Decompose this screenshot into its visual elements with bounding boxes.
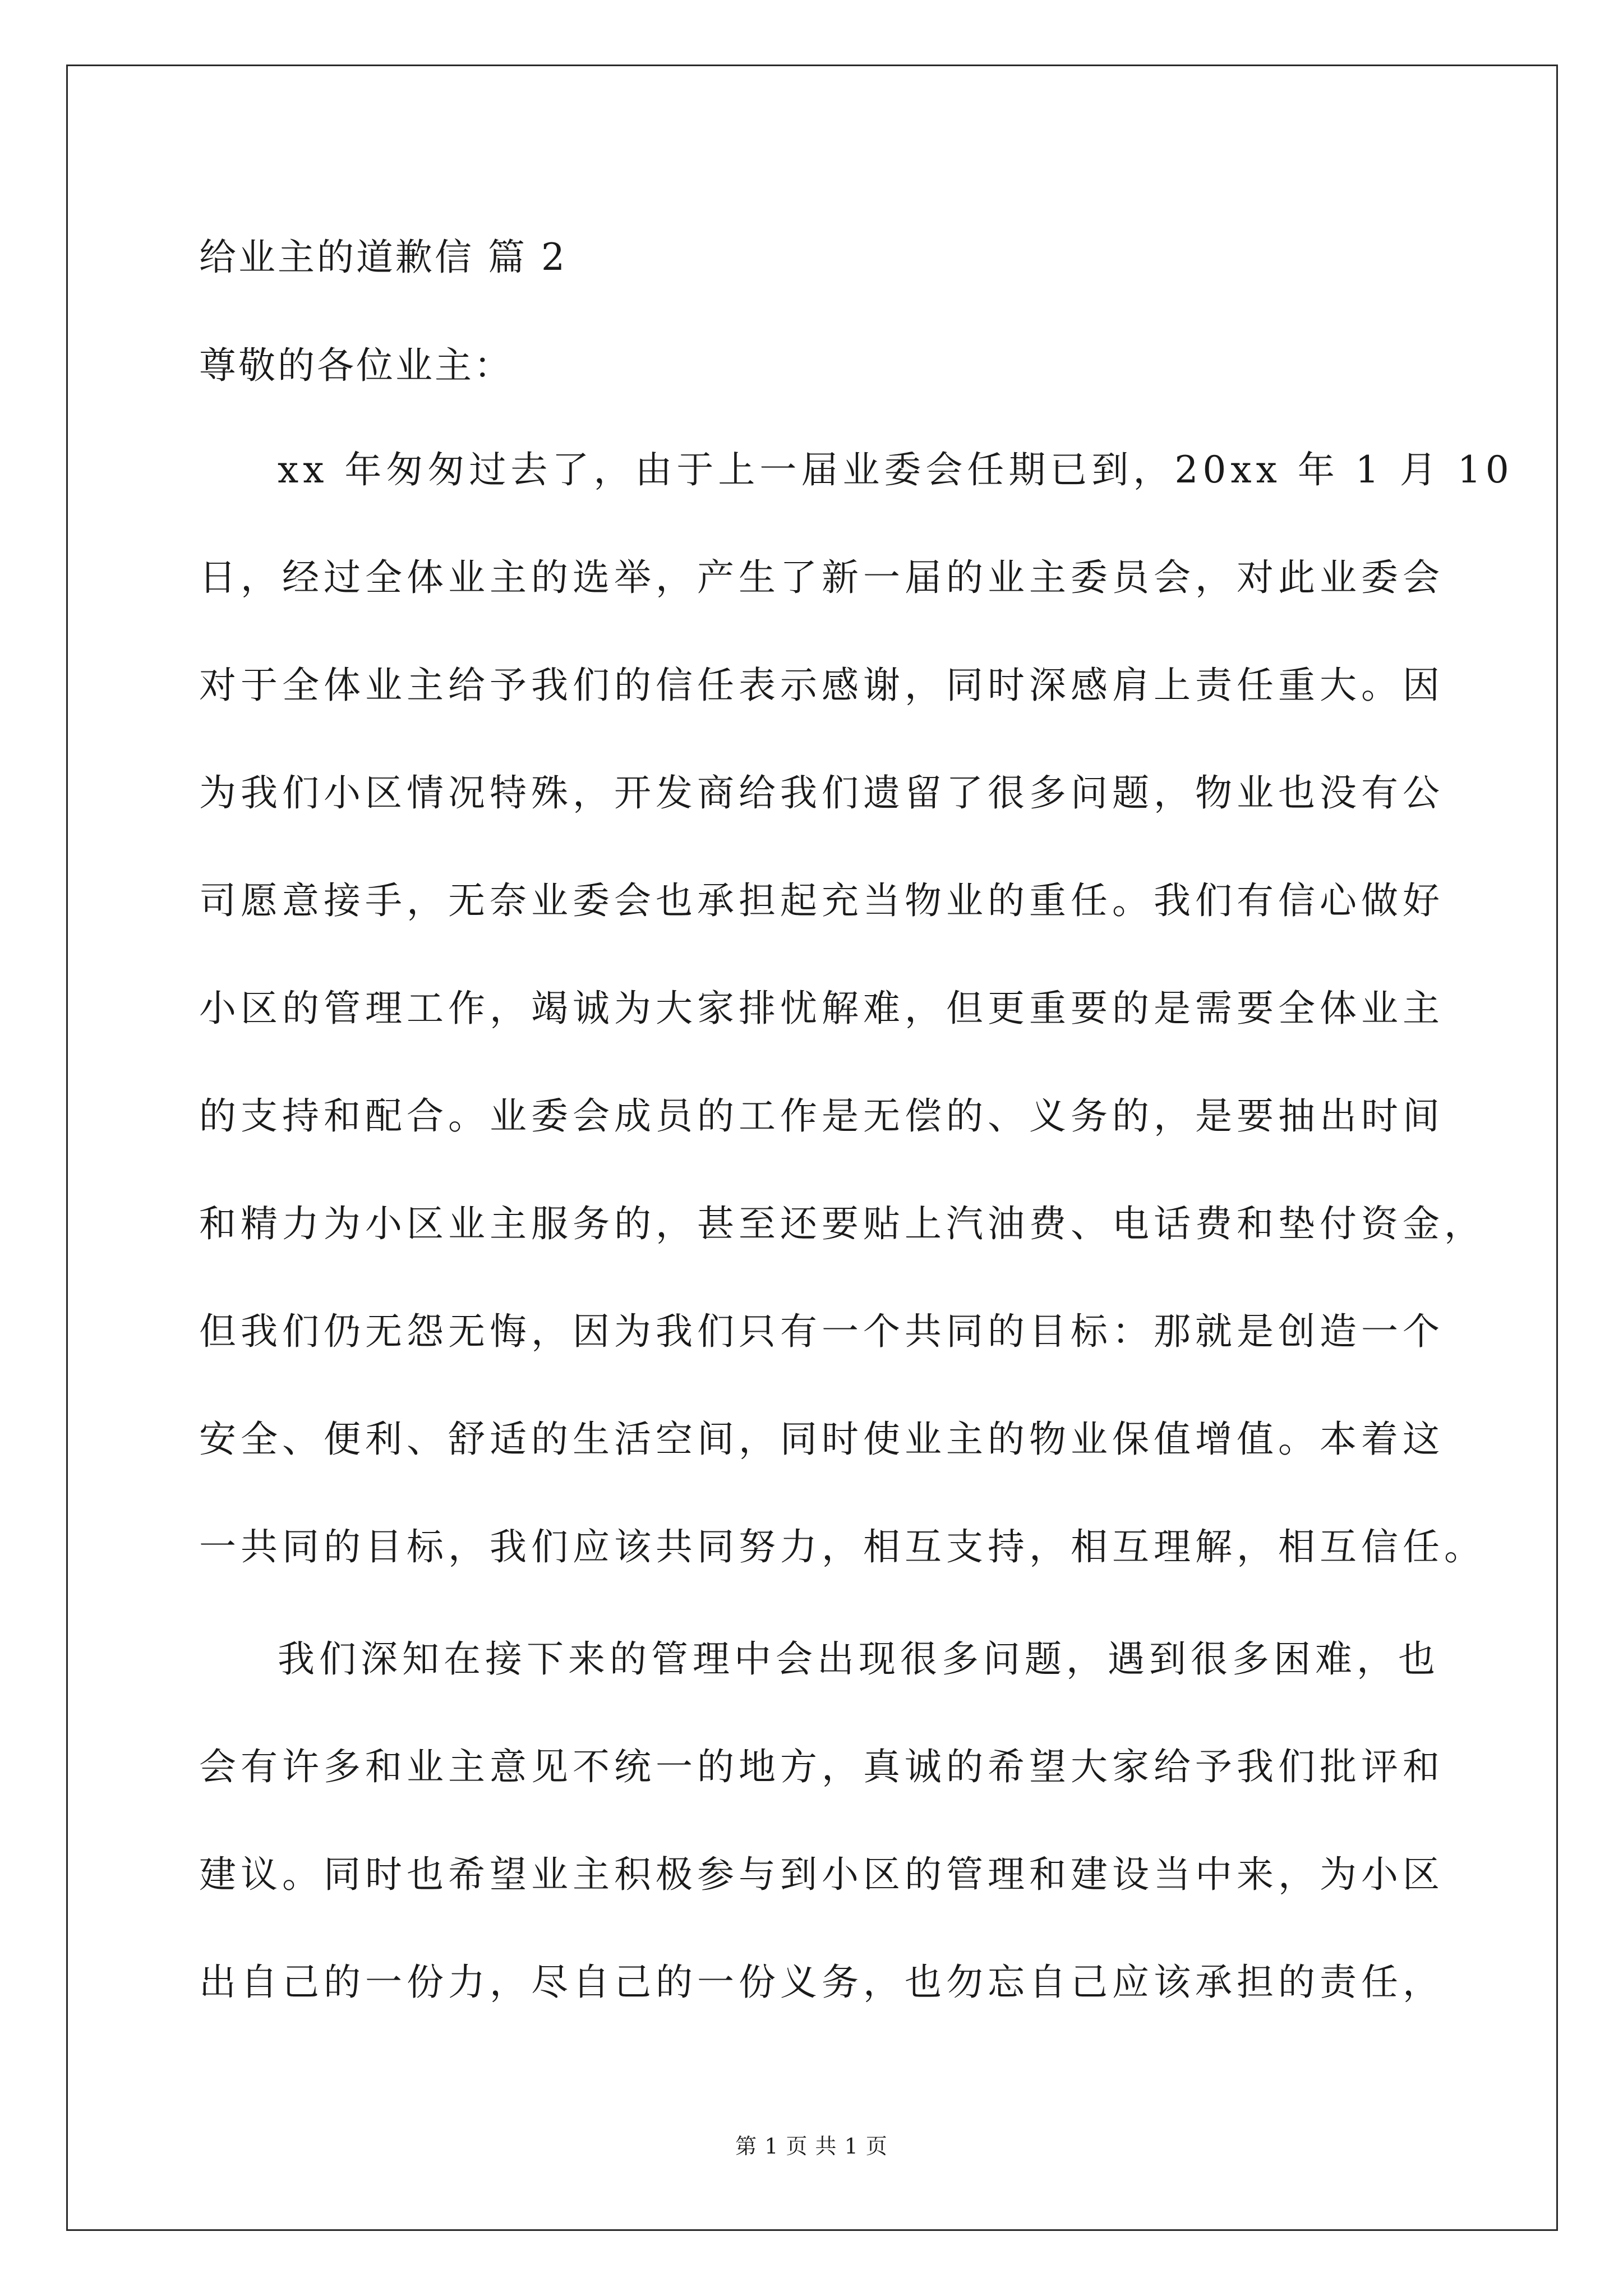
body-line: xx 年匆匆过去了，由于上一届业委会任期已到，20xx 年 1 月 10 [278,448,1514,491]
body-line: 会有许多和业主意见不统一的地方，真诚的希望大家给予我们批评和 [199,1745,1444,1788]
document-title: 给业主的道歉信 篇 2 [199,236,567,279]
body-line: 小区的管理工作，竭诚为大家排忧解难，但更重要的是需要全体业主 [199,987,1444,1030]
body-line: 建议。同时也希望业主积极参与到小区的管理和建设当中来，为小区 [199,1853,1444,1896]
body-line: 对于全体业主给予我们的信任表示感谢，同时深感肩上责任重大。因 [199,664,1444,707]
salutation: 尊敬的各位业主： [199,344,513,387]
body-line: 出自己的一份力，尽自己的一份义务，也勿忘自己应该承担的责任， [199,1961,1444,2004]
body-line: 安全、便利、舒适的生活空间，同时使业主的物业保值增值。本着这 [199,1418,1444,1461]
body-line: 为我们小区情况特殊，开发商给我们遗留了很多问题，物业也没有公 [199,771,1444,815]
page-border [66,65,1558,2231]
body-line: 司愿意接手，无奈业委会也承担起充当物业的重任。我们有信心做好 [199,879,1444,922]
body-line: 一共同的目标，我们应该共同努力，相互支持，相互理解，相互信任。 [199,1525,1486,1568]
page-footer: 第 1 页 共 1 页 [735,2134,888,2159]
body-line: 我们深知在接下来的管理中会出现很多问题，遇到很多困难，也 [278,1637,1440,1681]
body-line: 但我们仍无怨无悔，因为我们只有一个共同的目标：那就是创造一个 [199,1310,1444,1353]
body-line: 的支持和配合。业委会成员的工作是无偿的、义务的，是要抽出时间 [199,1094,1444,1138]
body-line: 和精力为小区业主服务的，甚至还要贴上汽油费、电话费和垫付资金， [199,1202,1486,1245]
body-line: 日，经过全体业主的选举，产生了新一届的业主委员会，对此业委会 [199,556,1444,599]
